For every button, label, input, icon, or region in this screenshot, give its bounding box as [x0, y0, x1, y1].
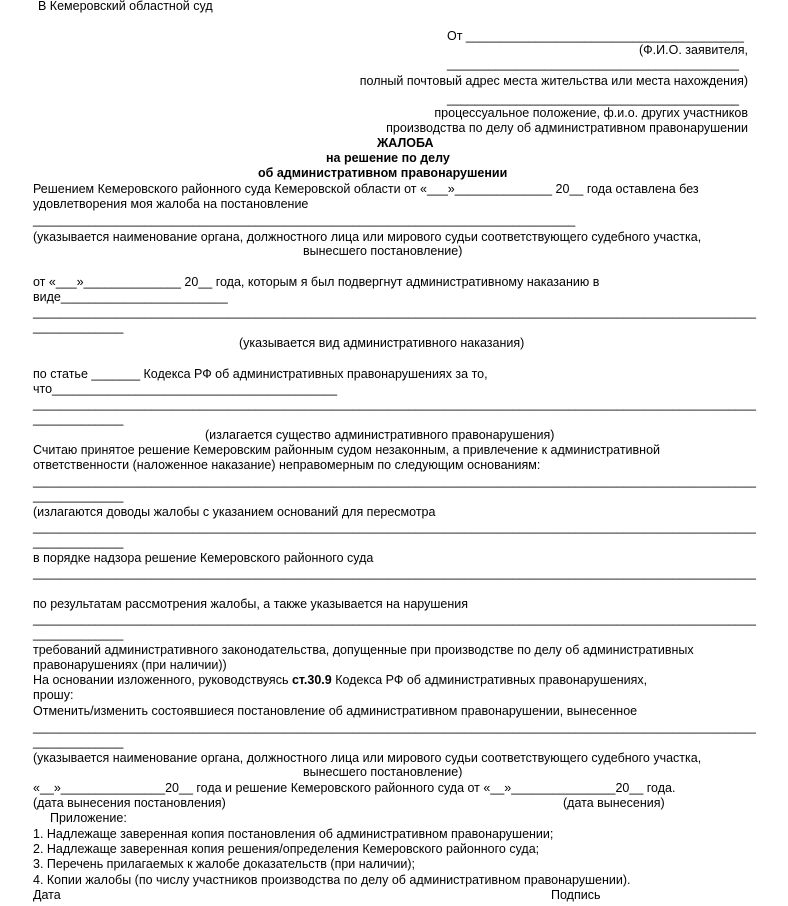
p7-line2: правонарушениях (при наличии)) [33, 658, 227, 672]
p8-line [33, 673, 647, 688]
blank-result: ________________________________________________________________________________________________________ [33, 566, 756, 580]
p8-suffix: Кодекса РФ об административных правонарушениях, [331, 673, 648, 687]
p3-line1: по статье _______ Кодекса РФ об административных правонарушениях за то, [33, 367, 488, 381]
p4-line1: Считаю принятое решение Кемеровским районным судом незаконным, а привлечение к административной [33, 443, 661, 457]
p1-line1: Решением Кемеровского районного суда Кемеровской области от «___»______________ 20__ года оставлена без [33, 182, 699, 196]
attachments-title: Приложение: [50, 811, 127, 825]
p7-line1: требований административного законодательства, допущенные при производстве по делу об административных [33, 643, 694, 657]
attachment-item: 2. Надлежаще заверенная копия решения/определения Кемеровского районного суда; [33, 842, 540, 856]
blank-punish-2: _____________ [33, 320, 124, 334]
hint-date-left: (дата вынесения постановления) [33, 796, 226, 810]
p8-prefix: На основании изложенного, руководствуясь [33, 673, 292, 687]
hint-grounds: (излагаются доводы жалобы с указанием оснований для пересмотра [33, 505, 436, 519]
blank-viol-2: _____________ [33, 627, 124, 641]
court-name: В Кемеровский областной суд [38, 0, 213, 13]
hint-date-right: (дата вынесения) [563, 796, 665, 810]
blank-grounds-1: ________________________________________________________________________________________________________ [33, 474, 756, 488]
p2-line1: от «___»______________ 20__ года, которым я был подвергнут административному наказанию в [33, 275, 600, 289]
hint-organ-2b: вынесшего постановление) [303, 765, 463, 779]
p3-line2: что_________________________________________ [33, 382, 338, 396]
p5-line: в порядке надзора решение Кемеровского районного суда [33, 551, 374, 565]
blank-grounds-2: _____________ [33, 489, 124, 503]
hint-organ-1b: вынесшего постановление) [303, 244, 463, 258]
participants-blank: __________________________________________ [447, 92, 739, 106]
hint-organ-2: (указывается наименование органа, должностного лица или мирового судьи соответствующего судебного участка, [33, 751, 702, 765]
p6-line: по результатам рассмотрения жалобы, а также указывается на нарушения [33, 597, 468, 611]
blank-organ-2b: _____________ [33, 735, 124, 749]
blank-punish-1: ________________________________________________________________________________________________________ [33, 305, 756, 319]
p8-article: ст.30.9 [291, 673, 332, 687]
p1-line2: удовлетворения моя жалоба на постановление [33, 197, 309, 211]
p2-line2: виде________________________ [33, 290, 228, 304]
blank-review-1: ________________________________________________________________________________________________________ [33, 520, 756, 534]
address-blank: __________________________________________ [447, 57, 739, 71]
fio-label: (Ф.И.О. заявителя, [639, 43, 748, 57]
date-label: Дата [33, 888, 61, 902]
hint-essence: (излагается существо административного правонарушения) [205, 428, 555, 442]
p4-line2: ответственности (наложенное наказание) неправомерным по следующим основаниям: [33, 458, 541, 472]
signature-label: Подпись [551, 888, 601, 902]
p9-line: Отменить/изменить состоявшиеся постановление об административном правонарушении, вынесенное [33, 704, 638, 718]
blank-review-2: _____________ [33, 535, 124, 549]
attachment-item: 4. Копии жалобы (по числу участников производства по делу об административном правонарушении). [33, 873, 631, 887]
blank-organ-2a: ________________________________________________________________________________________________________ [33, 720, 756, 734]
hint-punish: (указывается вид административного наказания) [239, 336, 525, 350]
doc-subtitle-2: об административном правонарушении [258, 166, 508, 180]
doc-title: ЖАЛОБА [377, 136, 434, 150]
attachment-item: 1. Надлежаще заверенная копия постановления об административном правонарушении; [33, 827, 554, 841]
p8-ask: прошу: [33, 688, 74, 702]
blank-essence-1: ________________________________________________________________________________________________________ [33, 397, 756, 411]
participants-label-1: процессуальное положение, ф.и.о. других участников [434, 106, 748, 120]
hint-organ-1: (указывается наименование органа, должностного лица или мирового судьи соответствующего судебного участка, [33, 230, 702, 244]
blank-viol-1: ________________________________________________________________________________________________________ [33, 612, 756, 626]
attachment-item: 3. Перечень прилагаемых к жалобе доказательств (при наличии); [33, 857, 416, 871]
from-line: От ________________________________________ [447, 29, 744, 43]
blank-essence-2: _____________ [33, 412, 124, 426]
blank-organ-1: ______________________________________________________________________________ [33, 213, 576, 227]
doc-subtitle-1: на решение по делу [326, 151, 450, 165]
address-label: полный почтовый адрес места жительства или места нахождения) [359, 74, 748, 88]
participants-label-2: производства по делу об административном правонарушении [386, 121, 748, 135]
dates-line: «__»_______________20__ года и решение Кемеровского районного суда от «__»_______________20__ года. [33, 781, 676, 795]
